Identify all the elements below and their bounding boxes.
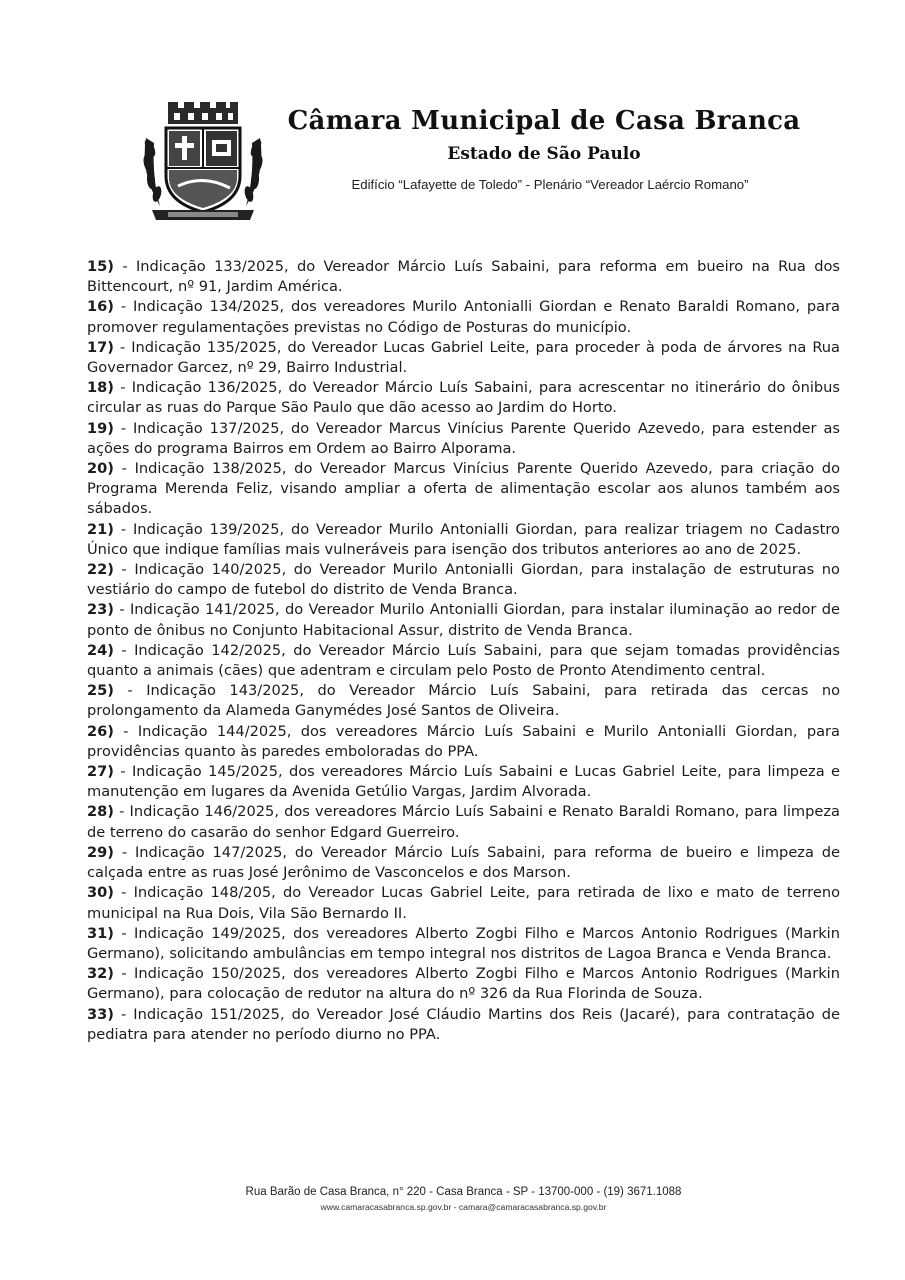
item-number: 27): [87, 763, 114, 781]
list-item: [87, 297, 840, 337]
item-text: - Indicação 136/2025, do Vereador Márcio Luís Sabaini, para acrescentar no itinerário do ônibus circular as ruas do Parque São Paulo que dão acesso ao Jardim do Horto.: [87, 379, 840, 417]
list-item: [87, 641, 840, 681]
institution-title: Câmara Municipal de Casa Branca: [287, 106, 801, 136]
letterhead: [130, 92, 830, 227]
item-text: - Indicação 140/2025, do Vereador Murilo Antonialli Giordan, para instalação de estruturas no vestiário do campo de futebol do distrito de Venda Branca.: [87, 561, 840, 599]
item-number: 16): [87, 298, 114, 316]
list-item: [87, 338, 840, 378]
list-item: [87, 257, 840, 297]
item-number: 23): [87, 601, 114, 619]
item-text: - Indicação 144/2025, dos vereadores Márcio Luís Sabaini e Murilo Antonialli Giordan, para providências quanto às paredes emboloradas do PPA.: [87, 722, 840, 760]
item-text: - Indicação 148/205, do Vereador Lucas Gabriel Leite, para retirada de lixo e mato de terreno municipal na Rua Dois, Vila São Bernardo II.: [87, 884, 840, 922]
list-item: [87, 378, 840, 418]
list-item: [87, 600, 840, 640]
item-text: - Indicação 149/2025, dos vereadores Alberto Zogbi Filho e Marcos Antonio Rodrigues (Markin Germano), solicitando ambulâncias em tempo integral nos distritos de Lagoa Branca e Venda Branca.: [87, 924, 840, 962]
indications-list: [87, 257, 840, 1045]
item-text: - Indicação 150/2025, dos vereadores Alberto Zogbi Filho e Marcos Antonio Rodrigues (Markin Germano), para colocação de redutor na altura do nº 326 da Rua Florinda de Souza.: [87, 965, 840, 1003]
item-number: 33): [87, 1005, 114, 1023]
item-text: - Indicação 139/2025, do Vereador Murilo Antonialli Giordan, para realizar triagem no Cadastro Único que indique famílias mais vulneráveis para isenção dos tributos anteriores ao ano de 2025.: [87, 520, 840, 558]
list-item: [87, 419, 840, 459]
item-text: - Indicação 143/2025, do Vereador Márcio Luís Sabaini, para retirada das cercas no prolongamento da Alameda Ganymédes José Santos de Oliveira.: [87, 682, 840, 720]
item-number: 24): [87, 641, 114, 659]
footer-address: Rua Barão de Casa Branca, n° 220 - Casa Branca - SP - 13700-000 - (19) 3671.1088: [245, 1186, 682, 1198]
state-subtitle: Estado de São Paulo: [447, 144, 641, 164]
item-text: - Indicação 147/2025, do Vereador Márcio Luís Sabaini, para reforma de bueiro e limpeza de calçada entre as ruas José Jerônimo de Vasconcelos e dos Marson.: [87, 843, 840, 882]
item-number: 22): [87, 561, 114, 579]
item-number: 32): [87, 965, 114, 983]
item-number: 18): [87, 379, 114, 397]
item-number: 29): [87, 843, 114, 861]
item-number: 15): [87, 258, 114, 275]
list-item: [87, 681, 840, 721]
item-number: 19): [87, 419, 114, 437]
item-text: - Indicação 141/2025, do Vereador Murilo Antonialli Giordan, para instalar iluminação ao redor de ponto de ônibus no Conjunto Habitacional Assur, distrito de Venda Branca.: [87, 601, 840, 639]
item-number: 17): [87, 338, 114, 356]
footer-contacts: www.camaracasabranca.sp.gov.br - camara@camaracasabranca.sp.gov.br: [320, 1202, 607, 1212]
list-item: [87, 762, 840, 802]
building-line: Edifício “Lafayette de Toledo” - Plenário “Vereador Laércio Romano”: [351, 177, 749, 192]
item-text: - Indicação 142/2025, do Vereador Márcio Luís Sabaini, para que sejam tomadas providências quanto a animais (cães) que adentram e circulam pelo Posto de Pronto Atendimento central.: [87, 641, 840, 680]
list-item: [87, 802, 840, 842]
list-item: [87, 1005, 840, 1045]
list-item: [87, 459, 840, 520]
list-item: [87, 722, 840, 762]
item-text: - Indicação 146/2025, dos vereadores Márcio Luís Sabaini e Renato Baraldi Romano, para limpeza de terreno do casarão do senhor Edgard Guerreiro.: [87, 803, 840, 841]
list-item: [87, 520, 840, 560]
item-number: 26): [87, 722, 114, 740]
list-item: [87, 883, 840, 923]
list-item: [87, 560, 840, 600]
item-text: - Indicação 137/2025, do Vereador Marcus Vinícius Parente Querido Azevedo, para estender as ações do programa Bairros em Ordem ao Bairro Alporama.: [87, 419, 840, 457]
item-number: 28): [87, 803, 114, 821]
item-text: - Indicação 134/2025, dos vereadores Murilo Antonialli Giordan e Renato Baraldi Romano, para promover regulamentações previstas no Código de Posturas do município.: [87, 298, 840, 336]
item-text: - Indicação 138/2025, do Vereador Marcus Vinícius Parente Querido Azevedo, para criação do Programa Merenda Feliz, visando ampliar a oferta de alimentação escolar aos alunos também aos sábados.: [87, 460, 840, 518]
item-number: 20): [87, 460, 114, 478]
item-text: - Indicação 151/2025, do Vereador José Cláudio Martins dos Reis (Jacaré), para contratação de pediatra para atender no período diurno no PPA.: [87, 1005, 840, 1043]
item-number: 21): [87, 520, 114, 538]
list-item: [87, 843, 840, 883]
item-text: - Indicação 133/2025, do Vereador Márcio Luís Sabaini, para reforma em bueiro na Rua dos Bittencourt, nº 91, Jardim América.: [87, 258, 840, 296]
list-item: [87, 964, 840, 1004]
list-item: [87, 924, 840, 964]
item-text: - Indicação 145/2025, dos vereadores Márcio Luís Sabaini e Lucas Gabriel Leite, para limpeza e manutenção em lugares da Avenida Getúlio Vargas, Jardim Alvorada.: [87, 763, 840, 801]
item-number: 31): [87, 924, 114, 942]
item-number: 30): [87, 884, 114, 902]
coat-of-arms-icon: [138, 98, 268, 226]
item-text: - Indicação 135/2025, do Vereador Lucas Gabriel Leite, para proceder à poda de árvores na Rua Governador Garcez, nº 29, Bairro Industrial.: [87, 338, 840, 377]
item-number: 25): [87, 682, 114, 700]
